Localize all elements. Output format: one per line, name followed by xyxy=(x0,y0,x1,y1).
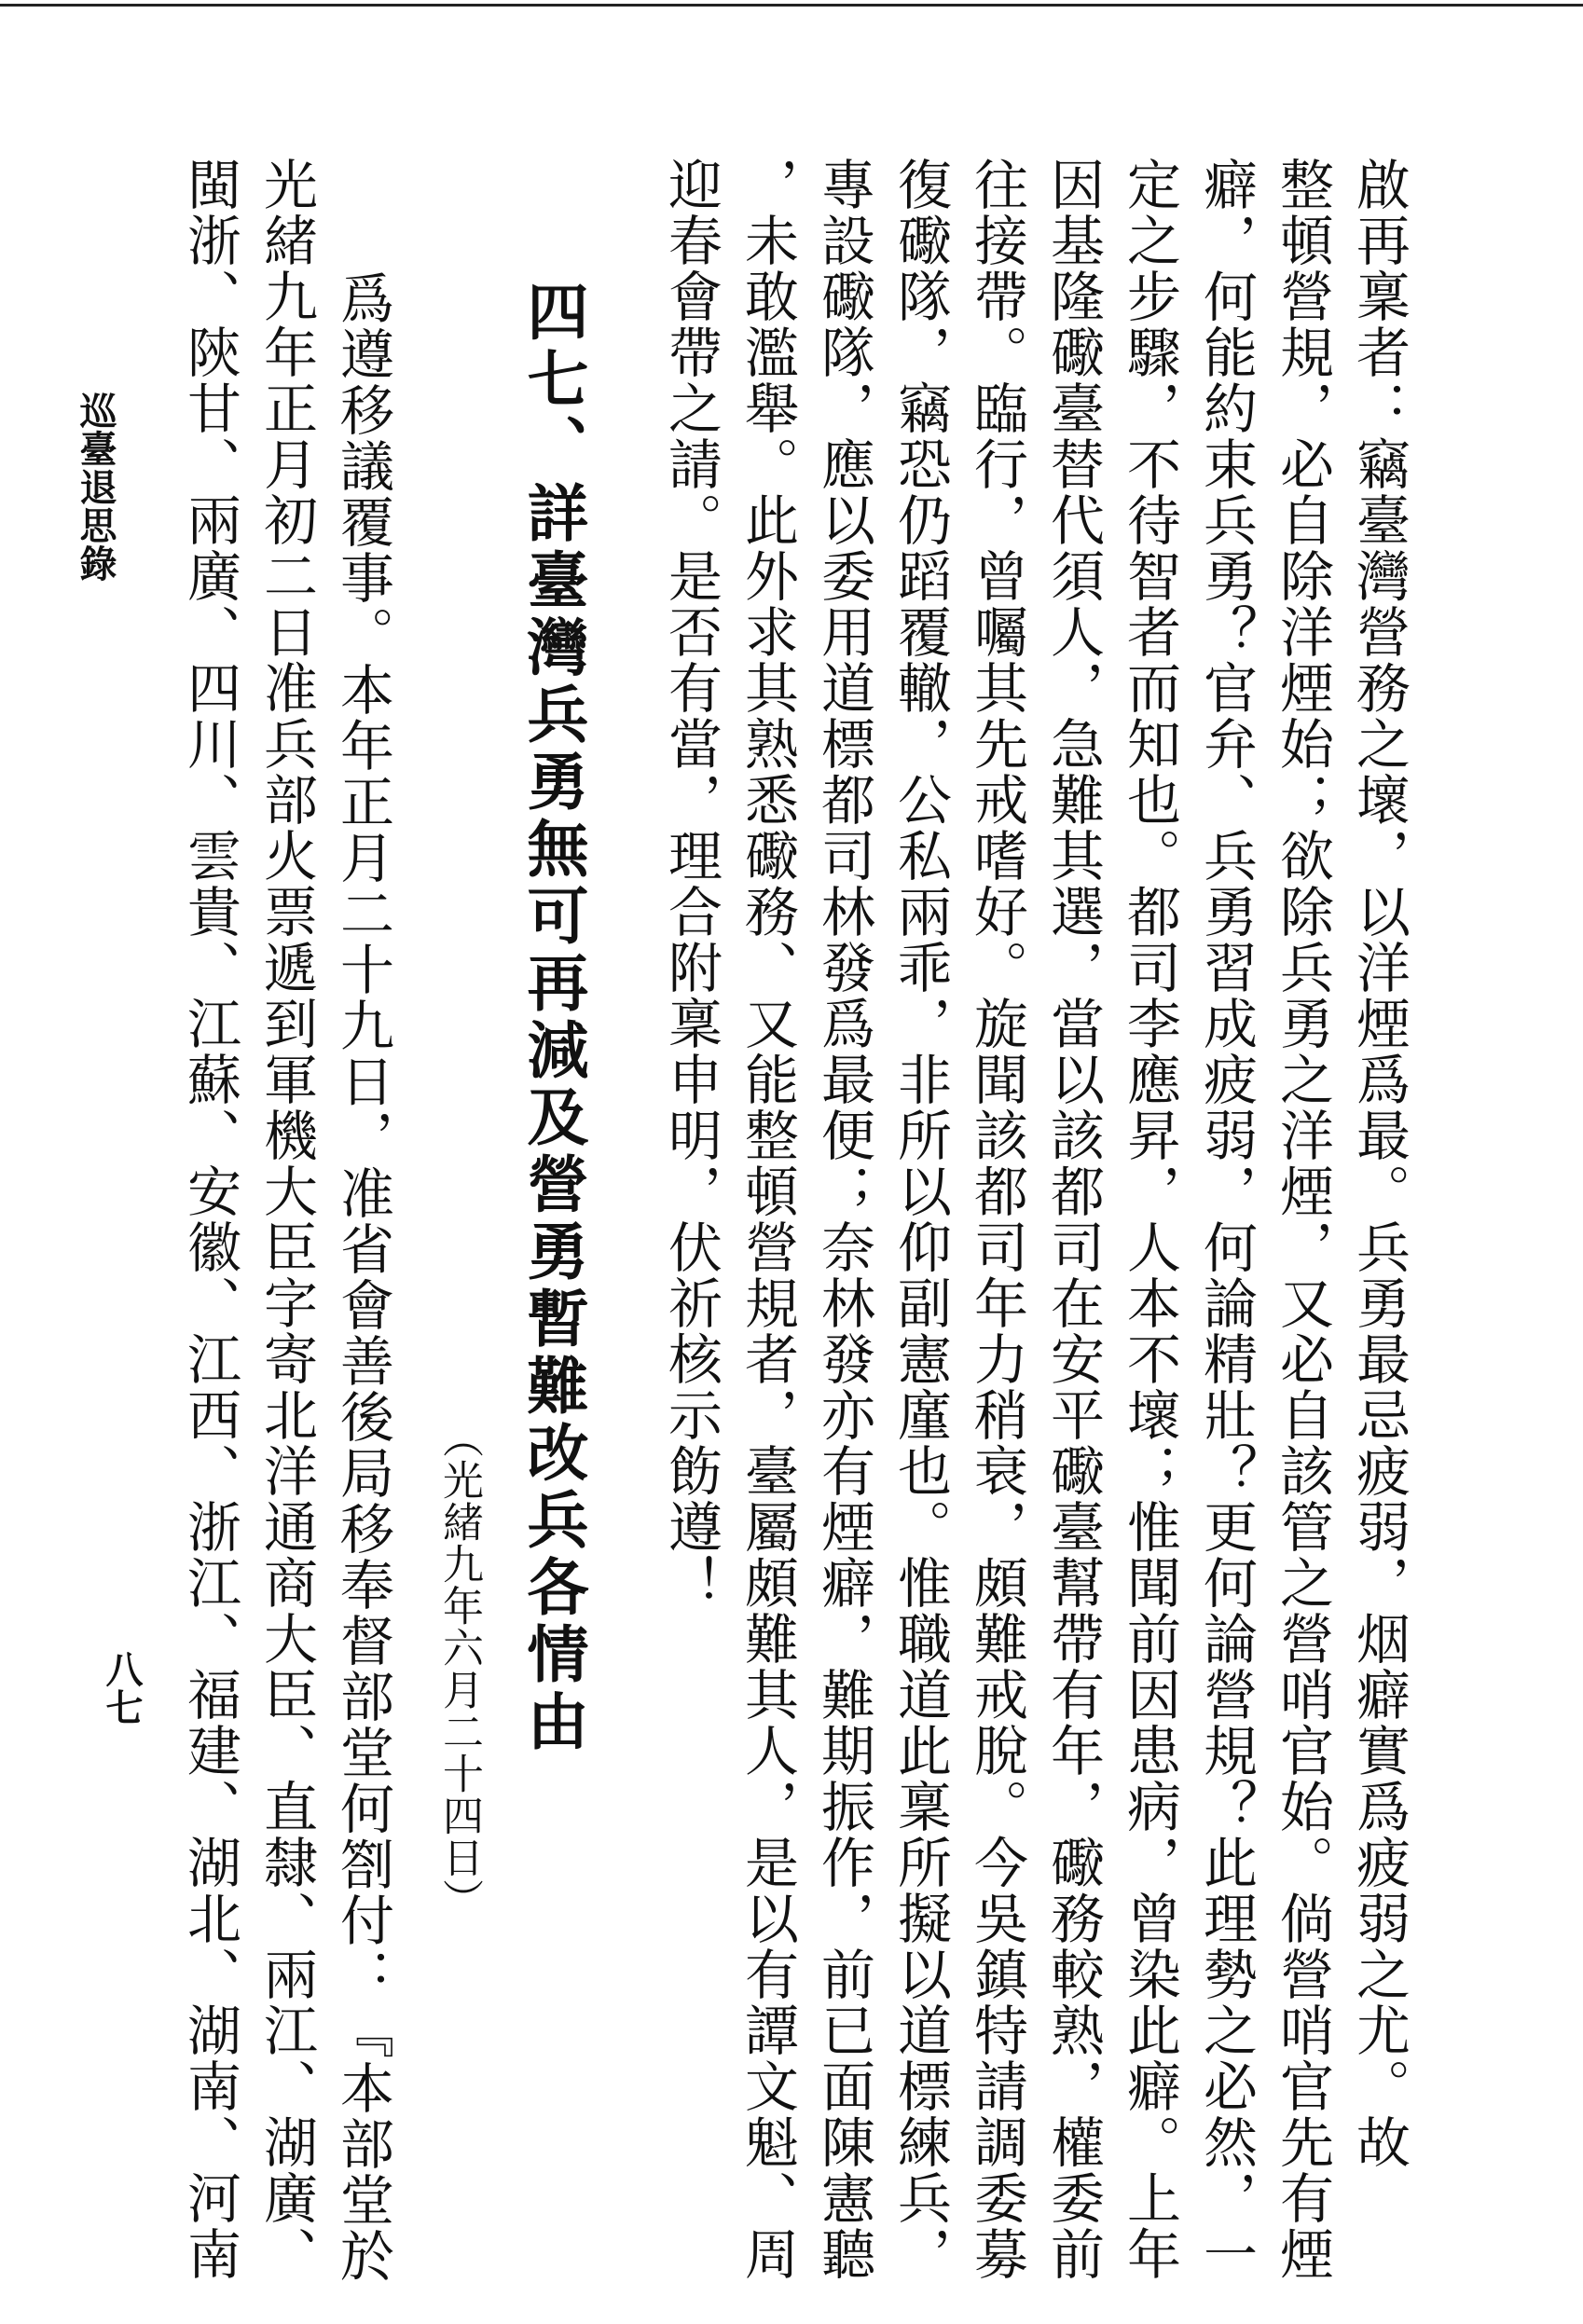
text-column-1: 啟再稟者：竊臺灣營務之壞，以洋煙爲最。兵勇最忌疲弱，烟癖實爲疲弱之尤。故 xyxy=(1347,157,1411,2170)
text-column-8: 專設礮隊，應以委用道標都司林發爲最便；奈林發亦有煙癖，難期振作，前已面陳憲聽 xyxy=(812,157,875,2282)
text-column-7: 復礮隊，竊恐仍蹈覆轍，公私兩乖，非所以仰副憲廑也。惟職道此稟所擬以道標練兵， xyxy=(888,157,952,2282)
section-heading: 四七、詳臺灣兵勇無可再減及營勇暫難改兵各情由 xyxy=(516,280,589,1756)
text-column-6: 往接帶。臨行，曾囑其先戒嗜好。旋聞該都司年力稍衰，頗難戒脫。今吳鎮特請調委募 xyxy=(965,157,1028,2282)
text-column-10: 迎春會帶之請。是否有當，理合附稟申明，伏祈核示飭遵！ xyxy=(659,157,723,1611)
text-column-3: 癖，何能約束兵勇？官弁、兵勇習成疲弱，何論精壯？更何論營規？此理勢之必然，一 xyxy=(1194,157,1258,2282)
body-column-3: 閩浙、陝甘、兩廣、四川、雲貴、江蘇、安徽、江西、浙江、福建、湖北、湖南、河南 xyxy=(178,157,241,2282)
text-column-4: 定之步驟，不待智者而知也。都司李應昇，人本不壞；惟聞前因患病，曾染此癖。上年 xyxy=(1118,157,1181,2282)
body-column-1: 爲遵移議覆事。本年正月二十九日，准省會善後局移奉督部堂何劄付：『本部堂於 xyxy=(331,270,394,2284)
text-column-5: 因基隆礮臺替代須人，急難其選，當以該都司在安平礮臺幫帶有年，礮務較熟，權委前 xyxy=(1041,157,1105,2282)
body-column-2: 光緒九年正月初二日准兵部火票遞到軍機大臣字寄北洋通商大臣、直隸、兩江、湖廣、 xyxy=(255,157,318,2282)
section-date: （光緒九年六月二十四日） xyxy=(435,1417,483,1920)
text-column-2: 整頓營規，必自除洋煙始；欲除兵勇之洋煙，又必自該管之營哨官始。倘營哨官先有煙 xyxy=(1271,157,1334,2282)
text-column-9: ，未敢濫舉。此外求其熟悉礮務、又能整頓營規者，臺屬頗難其人，是以有譚文魁、周 xyxy=(736,157,799,2282)
page-number: 八七 xyxy=(100,1650,144,1726)
running-title: 巡臺退思錄 xyxy=(74,392,117,583)
